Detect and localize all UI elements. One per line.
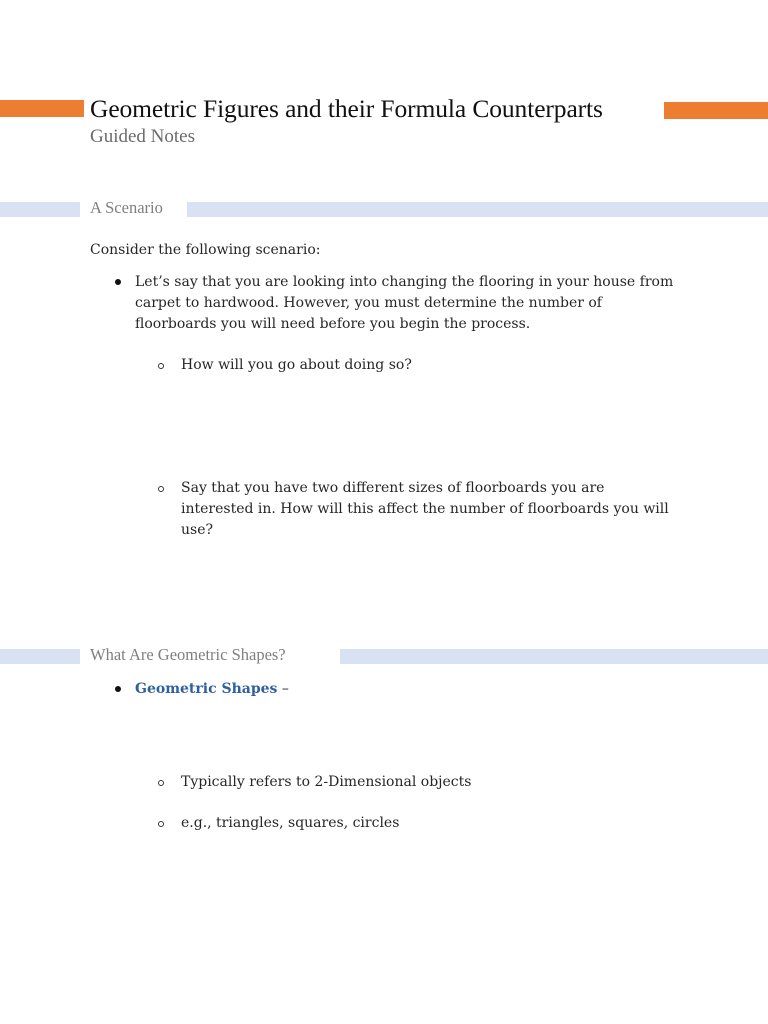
scenario-question-1: How will you go about doing so? — [181, 357, 412, 373]
circle-bullet-icon — [158, 486, 164, 492]
scenario-intro: Consider the following scenario: — [90, 242, 321, 258]
term-geometric-shapes: Geometric Shapes — [135, 681, 278, 697]
section-bar-right — [187, 202, 768, 217]
section-bar-left — [0, 649, 80, 664]
scenario-question-2: Say that you have two different sizes of floorboards you are interested in. How will this affect the number of floorboards you will use? — [181, 480, 669, 538]
circle-bullet-icon — [158, 363, 164, 369]
circle-bullet-icon — [158, 821, 164, 827]
section-bar-left — [0, 202, 80, 217]
document-title: Geometric Figures and their Formula Counterparts — [90, 94, 603, 123]
section-heading-scenario: A Scenario — [90, 198, 166, 218]
bullet-dot-icon — [115, 686, 121, 692]
shapes-note-1: Typically refers to 2-Dimensional objects — [181, 774, 472, 790]
title-accent-bar-right — [664, 102, 768, 119]
section-bar-right — [340, 649, 768, 664]
geometric-shapes-definition — [135, 679, 685, 700]
document-subtitle: Guided Notes — [90, 126, 196, 147]
title-accent-bar-left — [0, 100, 84, 117]
scenario-bullet: Let’s say that you are looking into changing the flooring in your house from carpet to hardwood. However, you must determine the number of floorboards you will need before you begin the process. — [135, 274, 674, 332]
term-dash: – — [277, 681, 289, 697]
shapes-note-2: e.g., triangles, squares, circles — [181, 815, 400, 831]
section-heading-geometric-shapes: What Are Geometric Shapes? — [90, 645, 289, 665]
circle-bullet-icon — [158, 780, 164, 786]
bullet-dot-icon — [115, 279, 121, 285]
